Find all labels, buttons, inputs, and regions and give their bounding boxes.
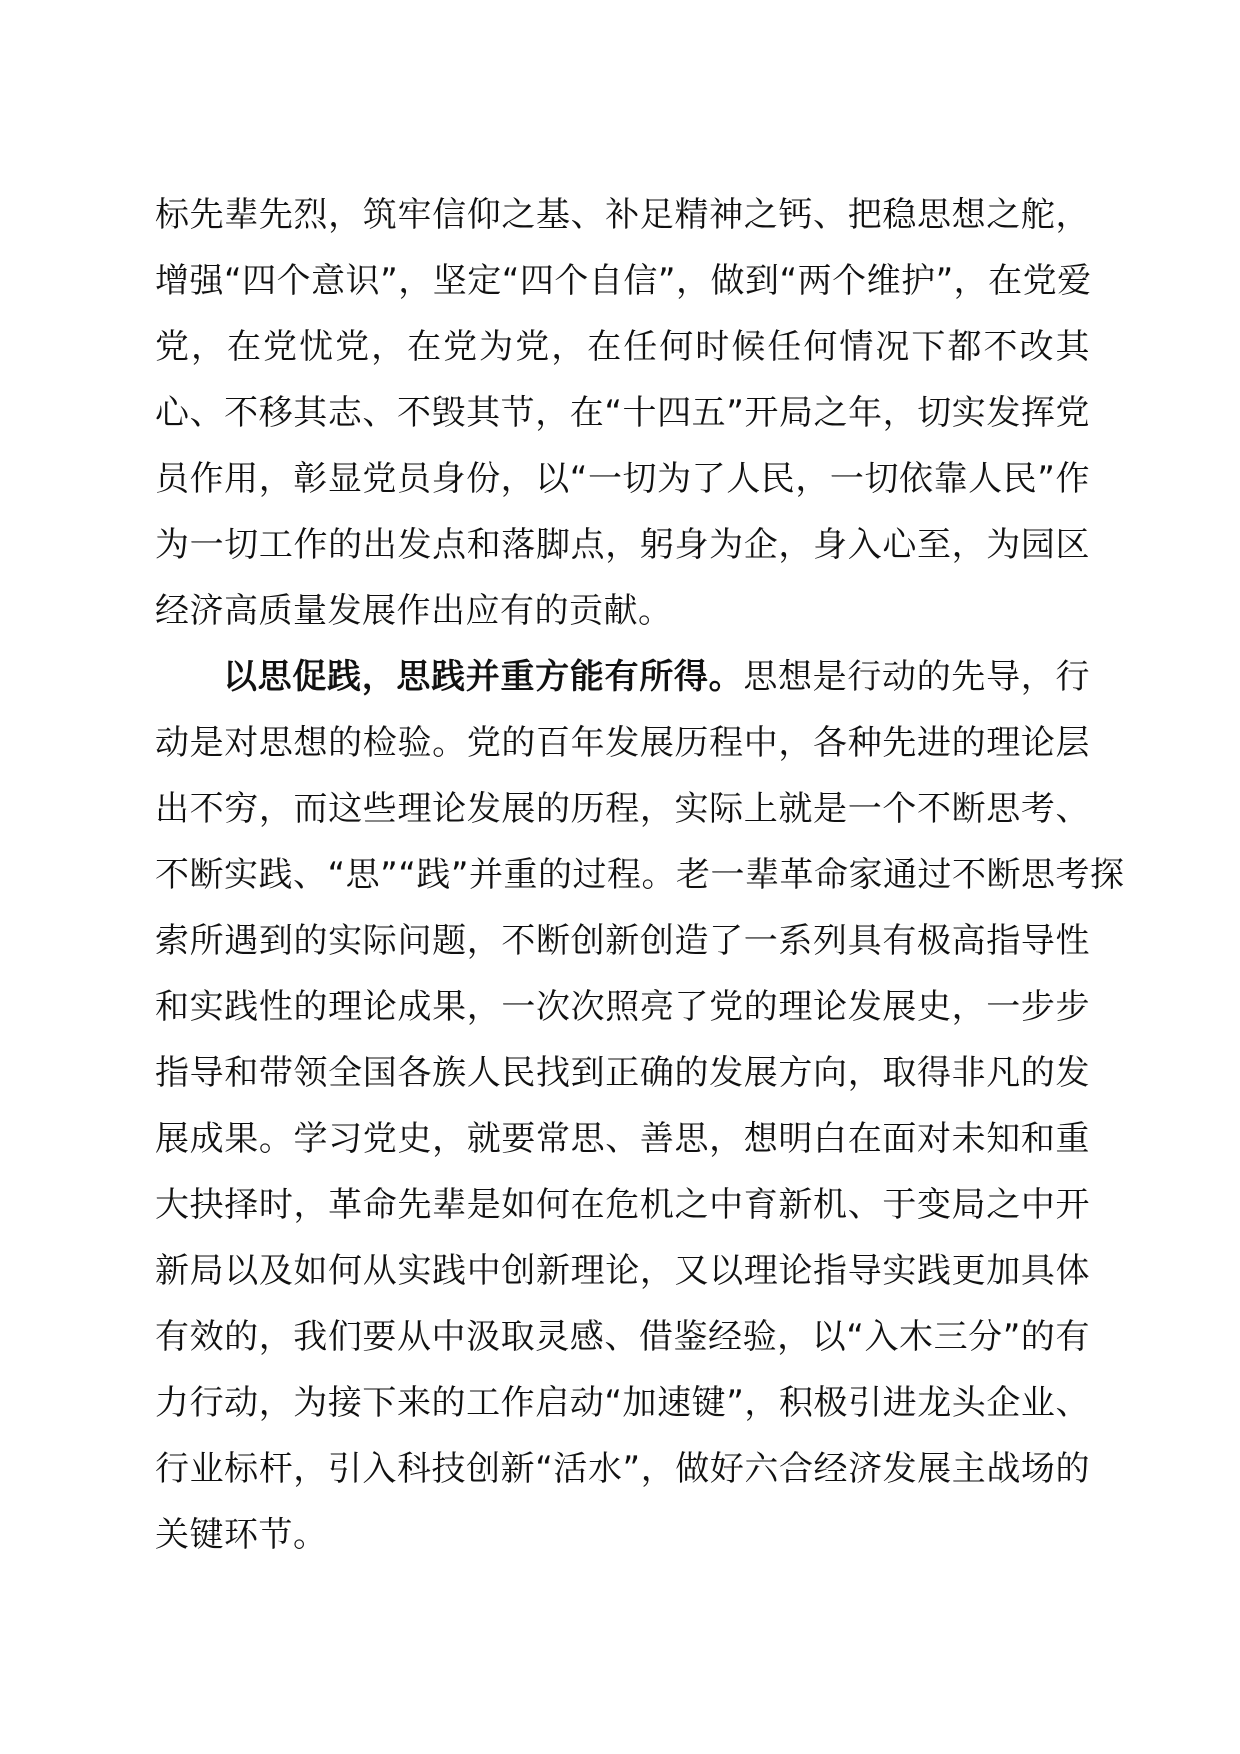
paragraph-first-line — [155, 644, 1090, 710]
text-line: 为一切工作的出发点和落脚点，躬身为企，身入心至，为园区 — [155, 525, 1090, 565]
paragraph-2 — [155, 644, 1125, 1568]
text-line: 党，在党忧党，在党为党，在任何时候任何情况下都不改其 — [155, 327, 1090, 367]
text-line: 关键环节。 — [155, 1515, 328, 1555]
text-line: 有效的，我们要从中汲取灵感、借鉴经验，以“入木三分”的有 — [155, 1317, 1090, 1357]
text-line: 行业标杆，引入科技创新“活水”，做好六合经济发展主战场的 — [155, 1449, 1090, 1489]
text-line: 不断实践、“思”“践”并重的过程。老一辈革命家通过不断思考探 — [155, 855, 1125, 895]
document-body — [155, 182, 1125, 1568]
text-line: 和实践性的理论成果，一次次照亮了党的理论发展史，一步步 — [155, 987, 1090, 1027]
text-line: 力行动，为接下来的工作启动“加速键”，积极引进龙头企业、 — [155, 1383, 1090, 1423]
text-line: 动是对思想的检验。党的百年发展历程中，各种先进的理论层 — [155, 723, 1090, 763]
paragraph-1 — [155, 182, 1090, 644]
text-line: 展成果。学习党史，就要常思、善思，想明白在面对未知和重 — [155, 1119, 1090, 1159]
text-line: 标先辈先烈，筑牢信仰之基、补足精神之钙、把稳思想之舵， — [155, 195, 1090, 235]
text-line: 大抉择时，革命先辈是如何在危机之中育新机、于变局之中开 — [155, 1185, 1090, 1225]
text-line: 增强“四个意识”，坚定“四个自信”，做到“两个维护”，在党爱 — [155, 261, 1092, 301]
text-line: 经济高质量发展作出应有的贡献。 — [155, 591, 673, 631]
paragraph-heading: 以思促践，思践并重方能有所得。 — [223, 657, 744, 697]
text-line: 新局以及如何从实践中创新理论，又以理论指导实践更加具体 — [155, 1251, 1090, 1291]
text-line: 索所遇到的实际问题，不断创新创造了一系列具有极高指导性 — [155, 921, 1090, 961]
text-run: 思想是行动的先导，行 — [743, 657, 1090, 697]
text-line: 指导和带领全国各族人民找到正确的发展方向，取得非凡的发 — [155, 1053, 1090, 1093]
text-line: 员作用，彰显党员身份，以“一切为了人民，一切依靠人民”作 — [155, 459, 1090, 499]
text-line: 出不穷，而这些理论发展的历程，实际上就是一个不断思考、 — [155, 789, 1090, 829]
text-line: 心、不移其志、不毁其节，在“十四五”开局之年，切实发挥党 — [155, 393, 1090, 433]
